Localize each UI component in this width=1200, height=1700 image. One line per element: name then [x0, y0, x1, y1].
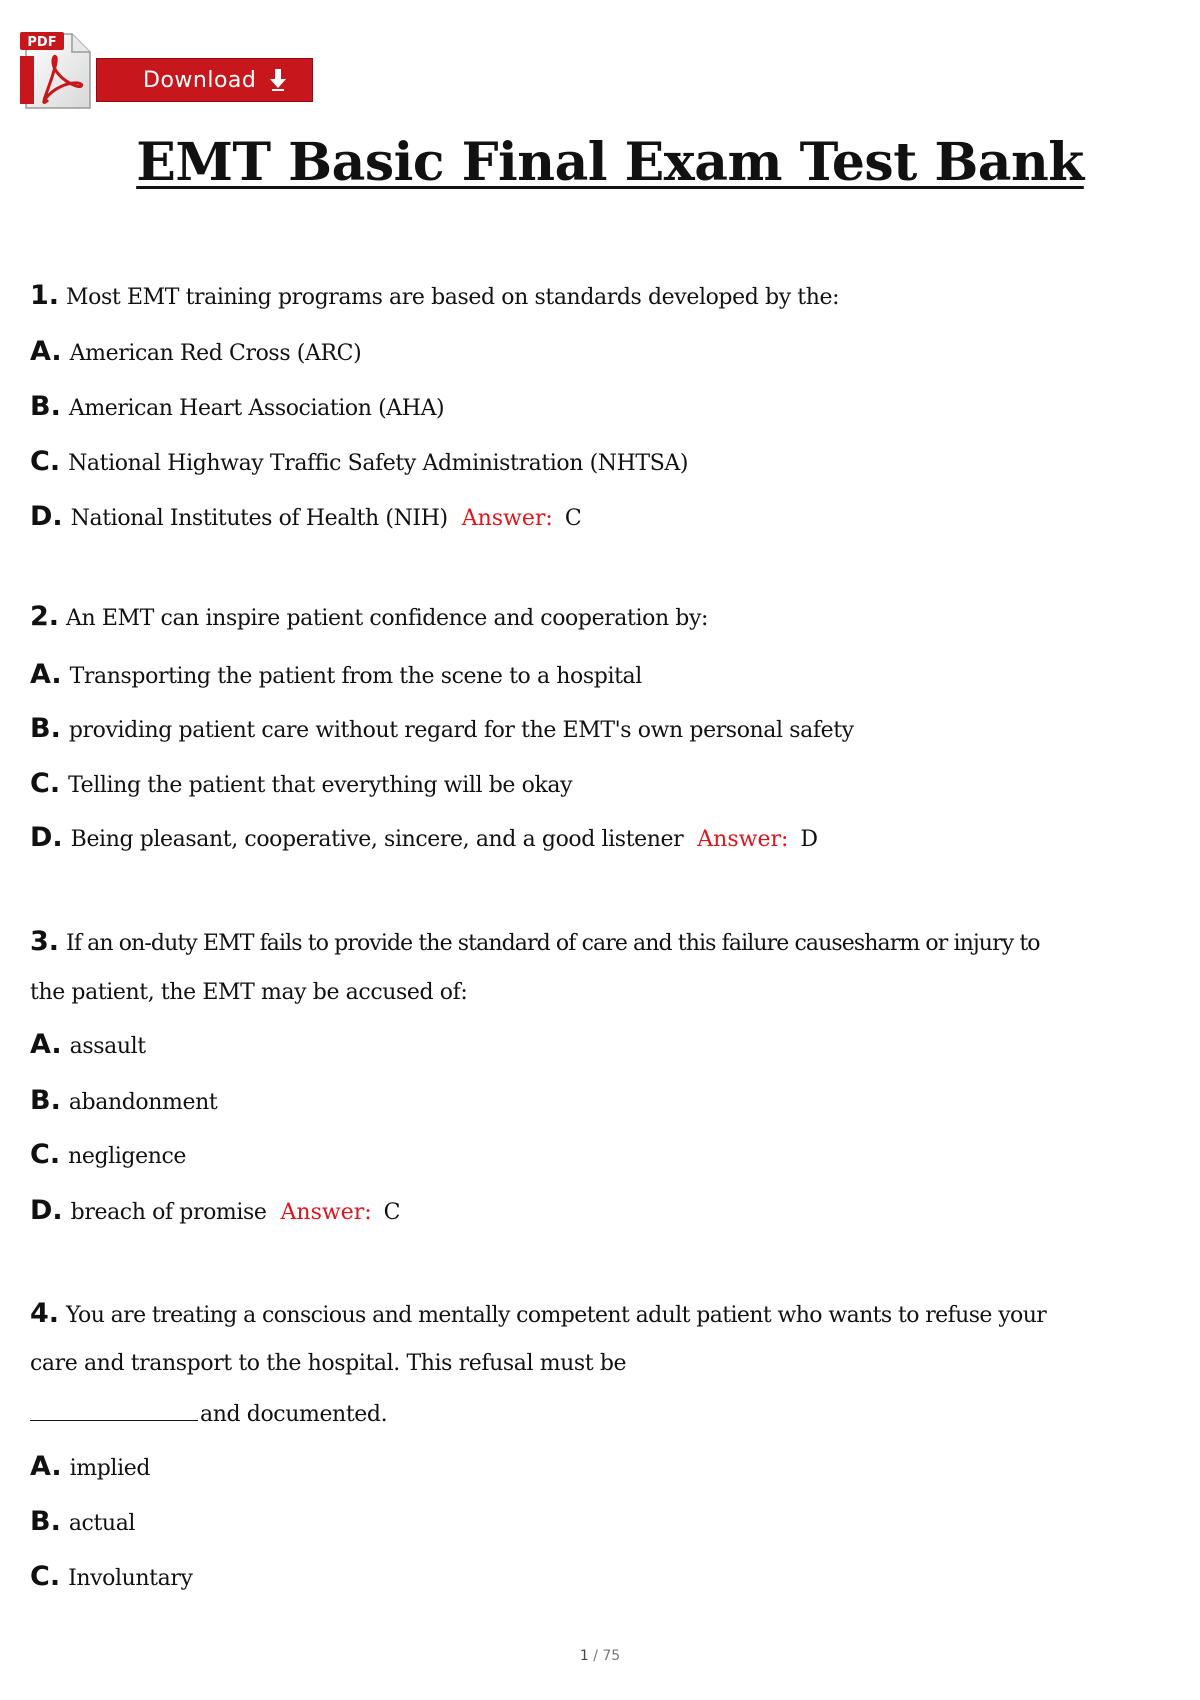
answer-value: C: [564, 506, 582, 531]
question-1-option-a: [30, 337, 361, 369]
question-3-option-b: [30, 1086, 217, 1118]
pdf-label: PDF: [27, 35, 57, 50]
option-letter: A.: [30, 1451, 62, 1482]
question-1-prompt: [30, 281, 839, 313]
question-4-option-c: [30, 1562, 193, 1594]
pdf-file-icon: [18, 30, 96, 112]
question-number: 3.: [30, 926, 60, 957]
question-1-option-b: [30, 392, 444, 424]
question-2-option-b: [30, 714, 854, 746]
question-text: If an on-duty EMT fails to provide the standard of care and this failure causesharm or injury to: [66, 931, 1040, 956]
question-2-option-a: [30, 660, 642, 692]
question-1-option-d: [30, 502, 582, 534]
question-3-prompt: [30, 927, 1040, 959]
question-2-option-c: [30, 769, 572, 801]
question-number: 1.: [30, 280, 60, 311]
answer-value: C: [383, 1200, 401, 1225]
question-4-prompt-blank: [30, 1398, 387, 1430]
question-text: You are treating a conscious and mentally competent adult patient who wants to refuse your: [66, 1303, 1047, 1328]
option-text: Transporting the patient from the scene to a hospital: [69, 664, 642, 689]
answer-label: Answer:: [461, 506, 553, 531]
option-letter: B.: [30, 391, 61, 422]
page-indicator: [0, 1648, 1200, 1664]
question-4-prompt: [30, 1299, 1046, 1331]
question-4-option-a: [30, 1452, 150, 1484]
download-arrow-icon: [270, 69, 286, 91]
question-text: the patient, the EMT may be accused of:: [30, 980, 468, 1005]
answer-label: Answer:: [280, 1200, 372, 1225]
option-text: American Heart Association (AHA): [68, 396, 445, 421]
page-separator: /: [593, 1648, 598, 1664]
option-text: National Highway Traffic Safety Administration (NHTSA): [68, 451, 689, 476]
option-text: American Red Cross (ARC): [69, 341, 362, 366]
question-1-option-c: [30, 447, 688, 479]
option-text: implied: [69, 1456, 151, 1481]
current-page: 1: [579, 1648, 589, 1664]
question-text: An EMT can inspire patient confidence and cooperation by:: [66, 606, 709, 631]
option-letter: A.: [30, 1029, 62, 1060]
question-number: 2.: [30, 601, 60, 632]
option-text: abandonment: [68, 1090, 218, 1115]
option-text: Telling the patient that everything will be okay: [68, 773, 573, 798]
question-text: and documented.: [200, 1402, 388, 1427]
option-text: Being pleasant, cooperative, sincere, and a good listener: [70, 827, 684, 852]
question-3-option-c: [30, 1140, 186, 1172]
answer-value: D: [800, 827, 819, 852]
question-4-prompt-cont: [30, 1348, 626, 1379]
question-3-prompt-cont: [30, 977, 467, 1008]
option-text: providing patient care without regard for the EMT's own personal safety: [68, 718, 854, 743]
option-letter: B.: [30, 1085, 61, 1116]
question-2-option-d: [30, 823, 818, 855]
option-letter: D.: [30, 1195, 63, 1226]
question-number: 4.: [30, 1298, 60, 1329]
total-pages: 75: [602, 1648, 621, 1664]
option-letter: A.: [30, 659, 62, 690]
download-label: Download: [143, 67, 257, 93]
pdf-download-badge[interactable]: [18, 30, 298, 114]
option-letter: C.: [30, 768, 61, 799]
option-text: Involuntary: [68, 1566, 193, 1591]
option-text: breach of promise: [70, 1200, 267, 1225]
question-3-option-a: [30, 1030, 146, 1062]
option-letter: C.: [30, 1561, 61, 1592]
option-letter: A.: [30, 336, 62, 367]
option-letter: C.: [30, 446, 61, 477]
option-letter: D.: [30, 822, 63, 853]
question-text: care and transport to the hospital. This refusal must be: [30, 1351, 627, 1376]
answer-label: Answer:: [697, 827, 789, 852]
option-letter: C.: [30, 1139, 61, 1170]
question-3-option-d: [30, 1196, 401, 1228]
option-text: negligence: [68, 1144, 187, 1169]
option-text: assault: [69, 1034, 146, 1059]
option-letter: D.: [30, 501, 63, 532]
page-title: EMT Basic Final Exam Test Bank: [136, 132, 1084, 193]
option-text: actual: [68, 1511, 136, 1536]
download-button[interactable]: [96, 58, 313, 102]
option-letter: B.: [30, 1506, 61, 1537]
question-4-option-b: [30, 1507, 135, 1539]
option-letter: B.: [30, 713, 61, 744]
question-text: Most EMT training programs are based on standards developed by the:: [66, 285, 840, 310]
question-2-prompt: [30, 602, 708, 634]
fill-in-blank: [30, 1398, 198, 1421]
option-text: National Institutes of Health (NIH): [70, 506, 448, 531]
